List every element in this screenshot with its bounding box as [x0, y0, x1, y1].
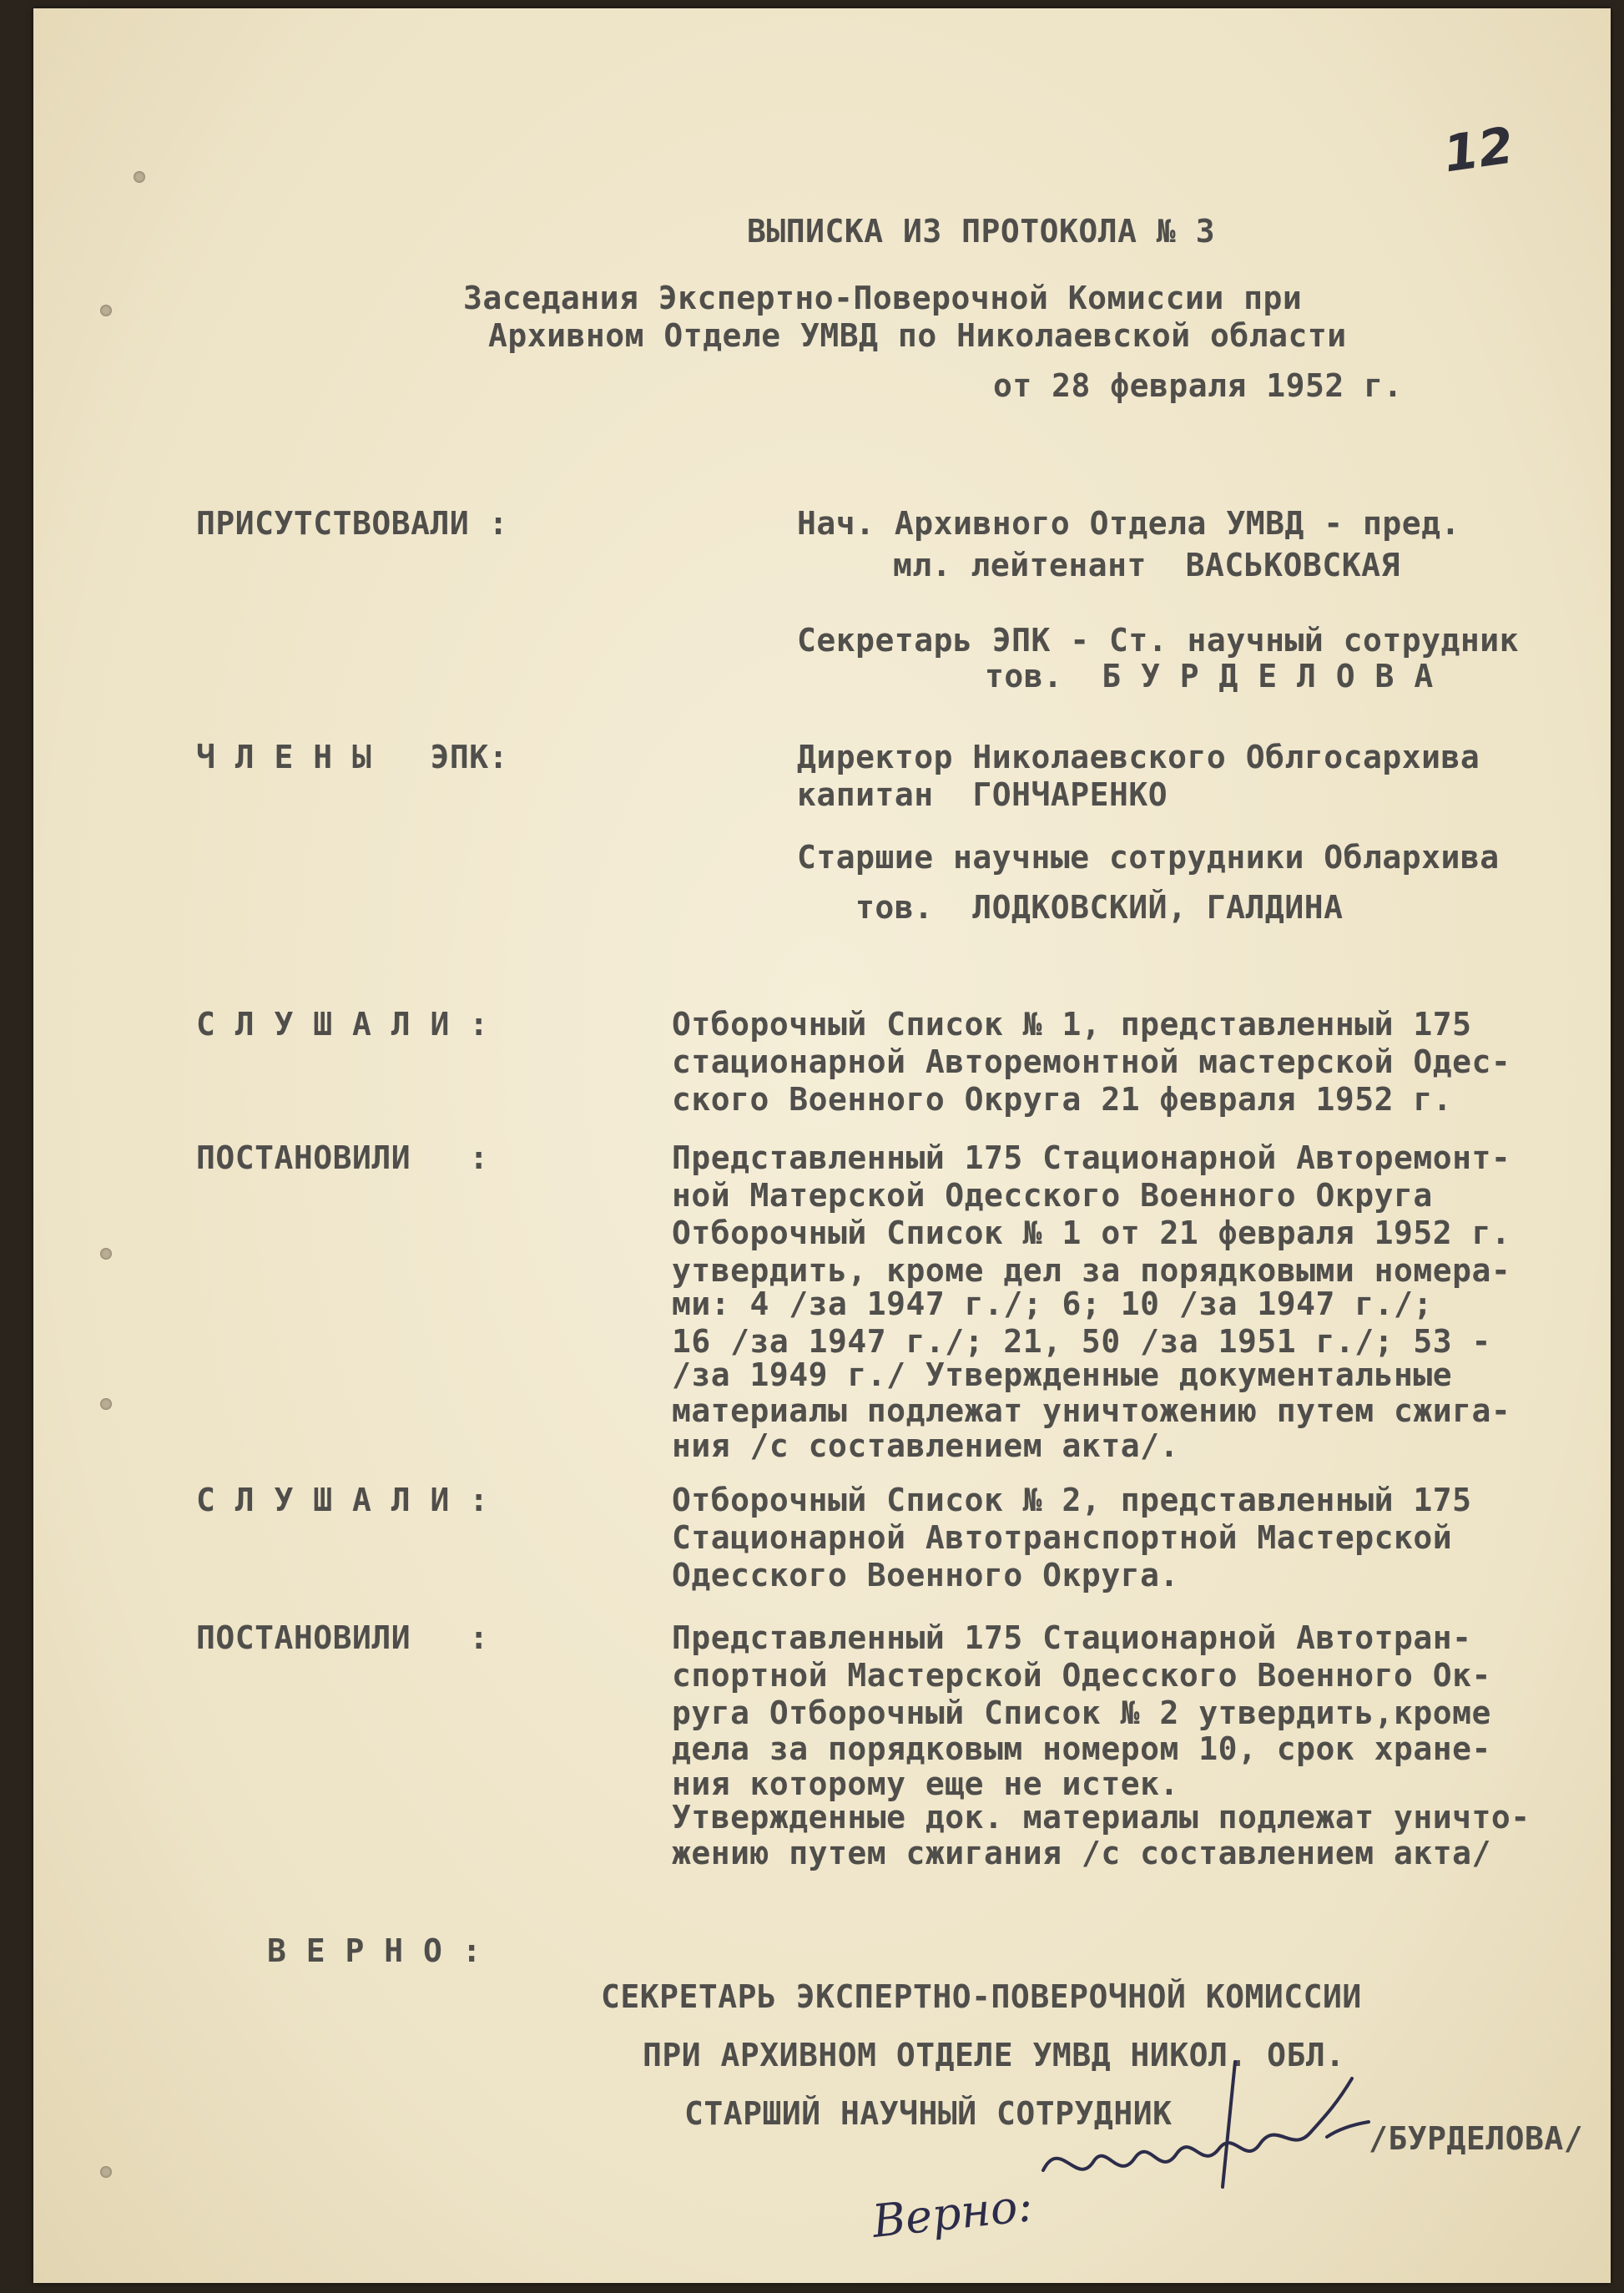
resolved-1-line: материалы подлежат уничтожению путем сжига- [672, 1392, 1511, 1429]
resolved-1-line: /за 1949 г./ Утвержденные документальные [672, 1356, 1453, 1393]
resolved-2-line: спортной Мастерской Одесского Военного Ок- [672, 1657, 1491, 1694]
punch-hole [100, 1398, 112, 1410]
resolved-2-line: Утвержденные док. материалы подлежат уничто- [672, 1799, 1531, 1836]
certification-line-2: ПРИ АРХИВНОМ ОТДЕЛЕ УМВД НИКОЛ. ОБЛ. [643, 2037, 1345, 2073]
heard-2-label: С Л У Ш А Л И : [196, 1482, 489, 1518]
resolved-1-line: 16 /за 1947 г./; 21, 50 /за 1951 г./; 53 - [672, 1323, 1491, 1360]
heard-2-line: Одесского Военного Округа. [672, 1557, 1179, 1593]
signatory-name: /БУРДЕЛОВА/ [1369, 2120, 1584, 2157]
heard-2-line: Отборочный Список № 2, представленный 175 [672, 1482, 1472, 1518]
heard-1-line: стационарной Авторемонтной мастерской Одес- [672, 1043, 1511, 1080]
resolved-1-line: ния /с составлением акта/. [672, 1427, 1179, 1464]
members-line-1: Директор Николаевского Облгосархива [797, 739, 1480, 775]
members-line-4: тов. ЛОДКОВСКИЙ, ГАЛДИНА [855, 889, 1344, 926]
punch-hole [100, 1248, 112, 1260]
heard-1-label: С Л У Ш А Л И : [196, 1006, 489, 1043]
header-line-2: Архивном Отделе УМВД по Николаевской области [488, 317, 1347, 354]
page-number: 12 [1440, 116, 1517, 184]
present-line-4: тов. Б У Р Д Е Л О В А [985, 658, 1434, 694]
punch-hole [100, 2166, 112, 2178]
heard-2-line: Стационарной Автотранспортной Мастерской [672, 1519, 1453, 1556]
resolved-2-line: Представленный 175 Стационарной Автотран- [672, 1619, 1472, 1656]
signature [1026, 2045, 1377, 2212]
certification-line-1: СЕКРЕТАРЬ ЭКСПЕРТНО-ПОВЕРОЧНОЙ КОМИССИИ [601, 1978, 1362, 2015]
resolved-2-line: дела за порядковым номером 10, срок хране- [672, 1730, 1491, 1767]
resolved-1-line: утвердить, кроме дел за порядковыми номера- [672, 1252, 1511, 1289]
resolved-2-line: руга Отборочный Список № 2 утвердить,кроме [672, 1694, 1491, 1731]
resolved-1-line: Отборочный Список № 1 от 21 февраля 1952 г. [672, 1215, 1511, 1251]
members-label: Ч Л Е Н Ы ЭПК: [196, 739, 509, 775]
members-line-3: Старшие научные сотрудники Облархива [797, 839, 1500, 876]
resolved-1-line: ной Матерской Одесского Военного Округа [672, 1177, 1433, 1214]
members-line-2: капитан ГОНЧАРЕНКО [797, 776, 1168, 813]
resolved-1-label: ПОСТАНОВИЛИ : [196, 1139, 489, 1176]
present-label: ПРИСУТСТВОВАЛИ : [196, 505, 509, 542]
document-page [33, 8, 1611, 2283]
punch-hole [100, 305, 112, 316]
heard-1-line: ского Военного Округа 21 февраля 1952 г. [672, 1081, 1453, 1118]
resolved-2-label: ПОСТАНОВИЛИ : [196, 1619, 489, 1656]
handwritten-note: Верно: [870, 2179, 1036, 2248]
present-line-1: Нач. Архивного Отдела УМВД - пред. [797, 505, 1460, 542]
resolved-1-line: ми: 4 /за 1947 г./; 6; 10 /за 1947 г./; [672, 1285, 1433, 1322]
heard-1-line: Отборочный Список № 1, представленный 175 [672, 1006, 1472, 1043]
present-line-2: мл. лейтенант ВАСЬКОВСКАЯ [893, 547, 1400, 583]
header-date: от 28 февраля 1952 г. [993, 367, 1403, 404]
resolved-2-line: жению путем сжигания /с составлением акта/ [672, 1835, 1491, 1871]
certification-label: В Е Р Н О : [267, 1932, 482, 1969]
header-line-1: Заседания Экспертно-Поверочной Комиссии при [463, 280, 1303, 316]
resolved-1-line: Представленный 175 Стационарной Авторемонт- [672, 1139, 1511, 1176]
punch-hole [134, 171, 145, 183]
resolved-2-line: ния которому еще не истек. [672, 1765, 1179, 1802]
present-line-3: Секретарь ЭПК - Ст. научный сотрудник [797, 622, 1519, 659]
document-title: ВЫПИСКА ИЗ ПРОТОКОЛА № 3 [747, 213, 1216, 250]
certification-line-3: СТАРШИЙ НАУЧНЫЙ СОТРУДНИК [684, 2095, 1173, 2132]
